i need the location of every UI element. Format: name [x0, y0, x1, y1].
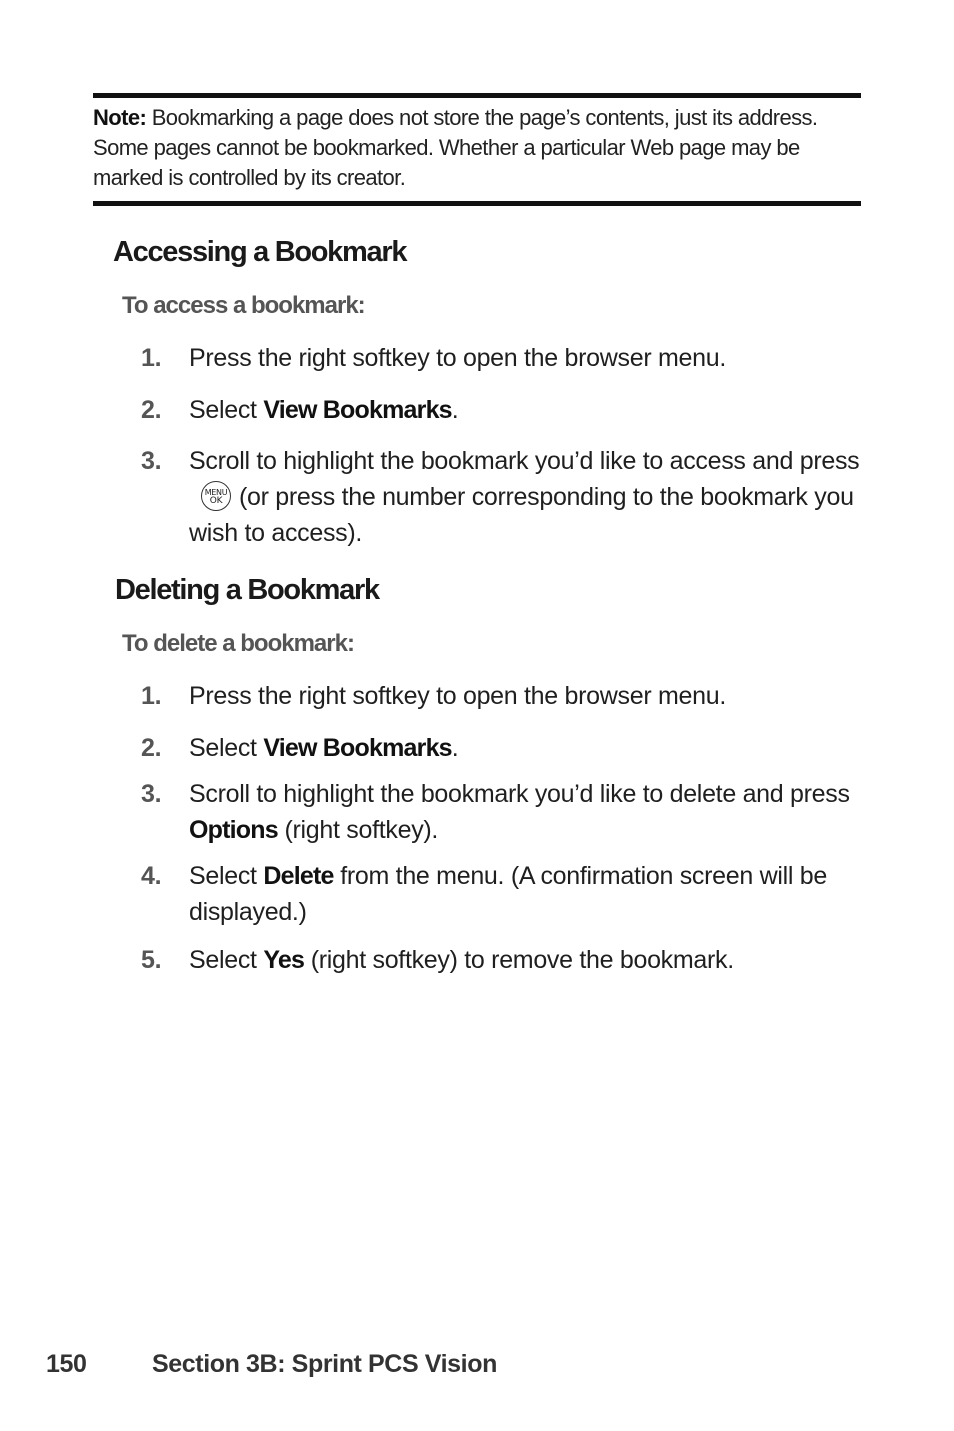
accessing-heading: Accessing a Bookmark [113, 236, 407, 268]
step-text-pre: Scroll to highlight the bookmark you’d like to access and press [189, 447, 860, 475]
step-number: 3. [141, 447, 162, 475]
key-icon-bottom-text: OK [209, 496, 223, 506]
step-text-post: (right softkey). [277, 816, 439, 844]
step-text-post: . [451, 396, 459, 424]
step-text [189, 942, 866, 978]
options-label: Options [189, 816, 278, 844]
step-number: 1. [141, 344, 162, 372]
note-text: Bookmarking a page does not store the page’s contents, just its address. Some pages cannot be bookmarked. Whether a particular Web page may be marked is controlled by its creator. [93, 105, 818, 190]
step-number: 4. [141, 862, 162, 890]
step-text-pre: Select [189, 946, 264, 974]
step-text: Press the right softkey to open the browser menu. [189, 682, 726, 710]
step-text [189, 730, 866, 766]
step-text-pre: Select [189, 396, 264, 424]
accessing-subheading: To access a bookmark: [122, 292, 365, 319]
key-icon-top-text: MENU [204, 488, 228, 497]
delete-label: Delete [263, 862, 334, 890]
step-text-post: . [451, 734, 459, 762]
yes-label: Yes [263, 946, 305, 974]
step-text-pre: Scroll to highlight the bookmark you’d like to delete and press [189, 780, 850, 808]
footer-section-title: Section 3B: Sprint PCS Vision [152, 1350, 497, 1378]
step-text-post: (or press the number corresponding to the bookmark you wish to access). [189, 483, 854, 547]
step-text [189, 443, 866, 551]
step-number: 2. [141, 396, 162, 424]
step-text [189, 858, 866, 930]
view-bookmarks-label: View Bookmarks [263, 734, 452, 762]
deleting-heading: Deleting a Bookmark [115, 574, 379, 606]
view-bookmarks-label: View Bookmarks [263, 396, 452, 424]
step-text [189, 776, 866, 848]
page-number: 150 [46, 1350, 87, 1378]
step-text: Press the right softkey to open the browser menu. [189, 344, 726, 372]
step-text-post: from the menu. (A confirmation screen will be displayed.) [189, 862, 827, 926]
step-number: 2. [141, 734, 162, 762]
step-number: 1. [141, 682, 162, 710]
step-number: 3. [141, 780, 162, 808]
note-label: Note: [93, 105, 147, 130]
step-text-post: (right softkey) to remove the bookmark. [304, 946, 734, 974]
step-text-pre: Select [189, 734, 264, 762]
step-number: 5. [141, 946, 162, 974]
step-text-pre: Select [189, 862, 264, 890]
step-text [189, 392, 866, 428]
deleting-subheading: To delete a bookmark: [122, 630, 354, 657]
note-box [93, 93, 861, 206]
menu-ok-key-icon [201, 481, 231, 511]
